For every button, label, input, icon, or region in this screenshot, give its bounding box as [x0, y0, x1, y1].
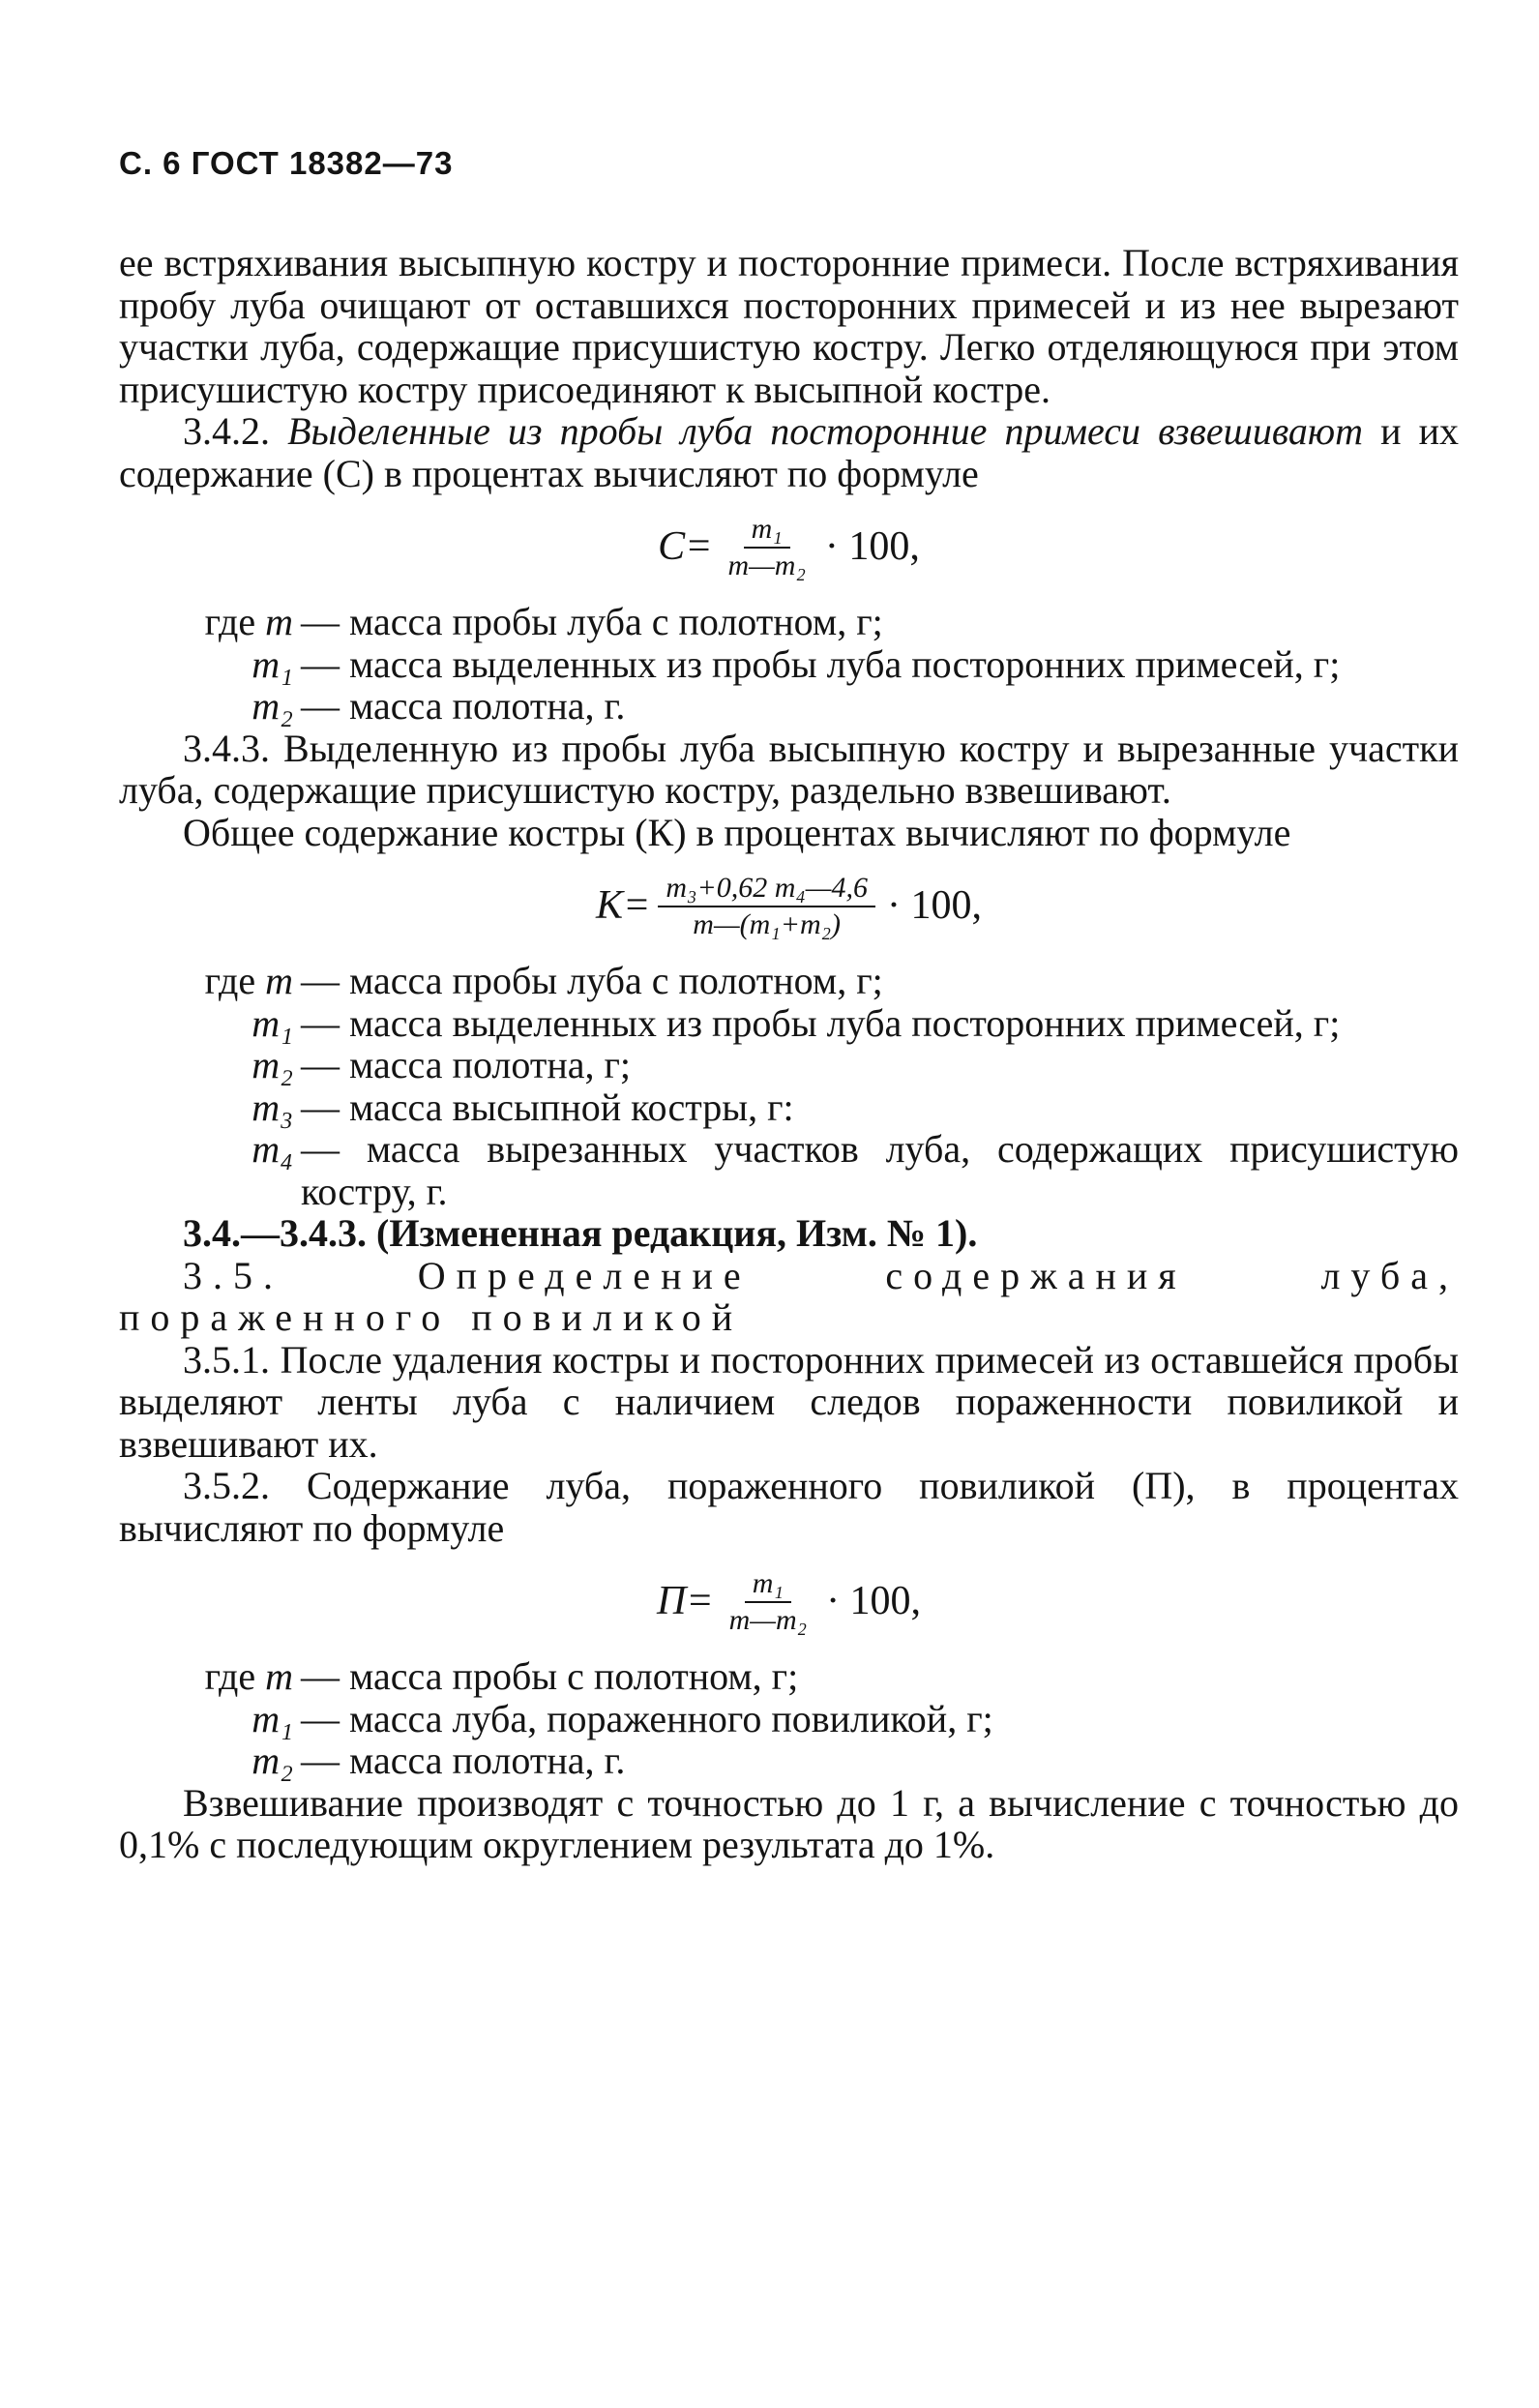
where-var: m₂ [252, 1739, 293, 1782]
where-text: — масса высыпной костры, г: [301, 1085, 794, 1129]
formula-c [119, 494, 1459, 601]
where-text: — масса полотна, г. [301, 684, 626, 728]
where-var: m₂ [252, 1043, 293, 1086]
formula-numerator: m₁ [745, 1566, 791, 1603]
where-item [119, 1002, 1459, 1045]
where-var: m [265, 1654, 293, 1698]
where-var: m [265, 600, 293, 643]
where-item [119, 643, 1459, 686]
formula-k [119, 853, 1459, 960]
where-text: — масса выделенных из пробы луба посторонних примесей, г; [301, 641, 1341, 686]
formula-fraction [722, 1566, 814, 1638]
where-lead: где [204, 1654, 256, 1698]
formula-denominator: m—(m₁+m₂) [693, 908, 842, 940]
where-lead: где [204, 600, 256, 643]
formula-fraction [658, 871, 875, 942]
formula-numerator: m₁ [744, 512, 790, 549]
formula-lhs: K= [596, 883, 651, 929]
paragraph-total-content: Общее содержание костры (К) в процентах вычисляют по формуле [183, 810, 1291, 854]
where-text: — масса полотна, г; [301, 1043, 632, 1086]
where-item [119, 685, 1459, 728]
where-list-1 [119, 601, 1459, 728]
where-text: — масса вырезанных участков луба, содержащих присушистую костру, г. [301, 1127, 1459, 1213]
paragraph-3-5-2: 3.5.2. Содержание луба, пораженного повиликой (П), в процентах вычисляют по формуле [119, 1464, 1459, 1550]
paragraph-3-5-1: 3.5.1. После удаления костры и посторонних примесей из оставшейся пробы выделяют ленты луба с наличием следов пораженности повиликой и взвешивают их. [119, 1337, 1459, 1466]
formula-tail: · 100, [826, 1579, 922, 1624]
where-var: m₁ [252, 1696, 293, 1740]
where-var: m₂ [252, 684, 293, 728]
formula-numerator: m₃+0,62 m₄—4,6 [658, 871, 875, 907]
amendment-note: 3.4.—3.4.3. (Измененная редакция, Изм. № 1). [183, 1211, 978, 1255]
paragraph-3-4-2 [119, 410, 1459, 494]
paragraph-text: и их содержание (С) в процентах вычисляют по формуле [119, 409, 1460, 495]
where-item [119, 960, 1459, 1002]
page-content [119, 242, 1459, 1866]
paragraph-weighing-accuracy: Взвешивание производят с точностью до 1 г, а вычисление с точностью до 0,1% с последующим округлением результата до 1%. [119, 1780, 1459, 1866]
where-var: m₁ [252, 1000, 293, 1045]
where-var: m₄ [252, 1127, 293, 1171]
where-var: m [265, 959, 293, 1002]
formula-p [119, 1549, 1459, 1655]
where-text: — масса пробы с полотном, г; [301, 1654, 799, 1698]
where-lead: где [204, 959, 256, 1002]
where-var: m₃ [252, 1085, 293, 1129]
where-list-3 [119, 1655, 1459, 1782]
paragraph-3-4-1-end: ее встряхивания высыпную костру и посторонние примеси. После встряхивания пробу луба очищают от оставшихся посторонних примесей и из нее вырезают участки луба, содержащие присушистую костру. Легко отделяющуюся при этом присушистую костру присоединяют к высыпной костре. [119, 241, 1459, 411]
page-header: С. 6 ГОСТ 18382—73 [119, 145, 454, 181]
where-text: — масса выделенных из пробы луба посторонних примесей, г; [301, 1000, 1341, 1045]
formula-lhs: C= [658, 524, 713, 570]
formula-denominator: m—m₂ [728, 1604, 808, 1636]
formula-tail: · 100, [886, 883, 982, 929]
where-list-2 [119, 960, 1459, 1212]
section-number: 3.4.2. [183, 409, 270, 453]
section-3-5-title: 3.5. Определение содержания луба, пораженного повиликой [119, 1253, 1459, 1339]
where-text: — масса полотна, г. [301, 1739, 626, 1782]
where-text: — масса луба, пораженного повиликой, г; [301, 1696, 993, 1740]
where-item [119, 601, 1459, 643]
formula-denominator: m—m₂ [727, 550, 806, 581]
where-text: — масса пробы луба с полотном, г; [301, 600, 883, 643]
where-item [119, 1655, 1459, 1698]
where-item [119, 1698, 1459, 1740]
formula-fraction [720, 512, 813, 583]
formula-lhs: П= [656, 1579, 714, 1624]
where-item [119, 1086, 1459, 1129]
where-item [119, 1044, 1459, 1086]
where-text: — масса пробы луба с полотном, г; [301, 959, 883, 1002]
formula-tail: · 100, [824, 524, 920, 570]
paragraph-3-4-3: 3.4.3. Выделенную из пробы луба высыпную костру и вырезанные участки луба, содержащие присушистую костру, раздельно взвешивают. [119, 726, 1459, 812]
where-item [119, 1739, 1459, 1782]
italic-text: Выделенные из пробы луба посторонние примеси взвешивают [287, 409, 1364, 453]
where-item [119, 1128, 1459, 1212]
where-var: m₁ [252, 641, 293, 686]
